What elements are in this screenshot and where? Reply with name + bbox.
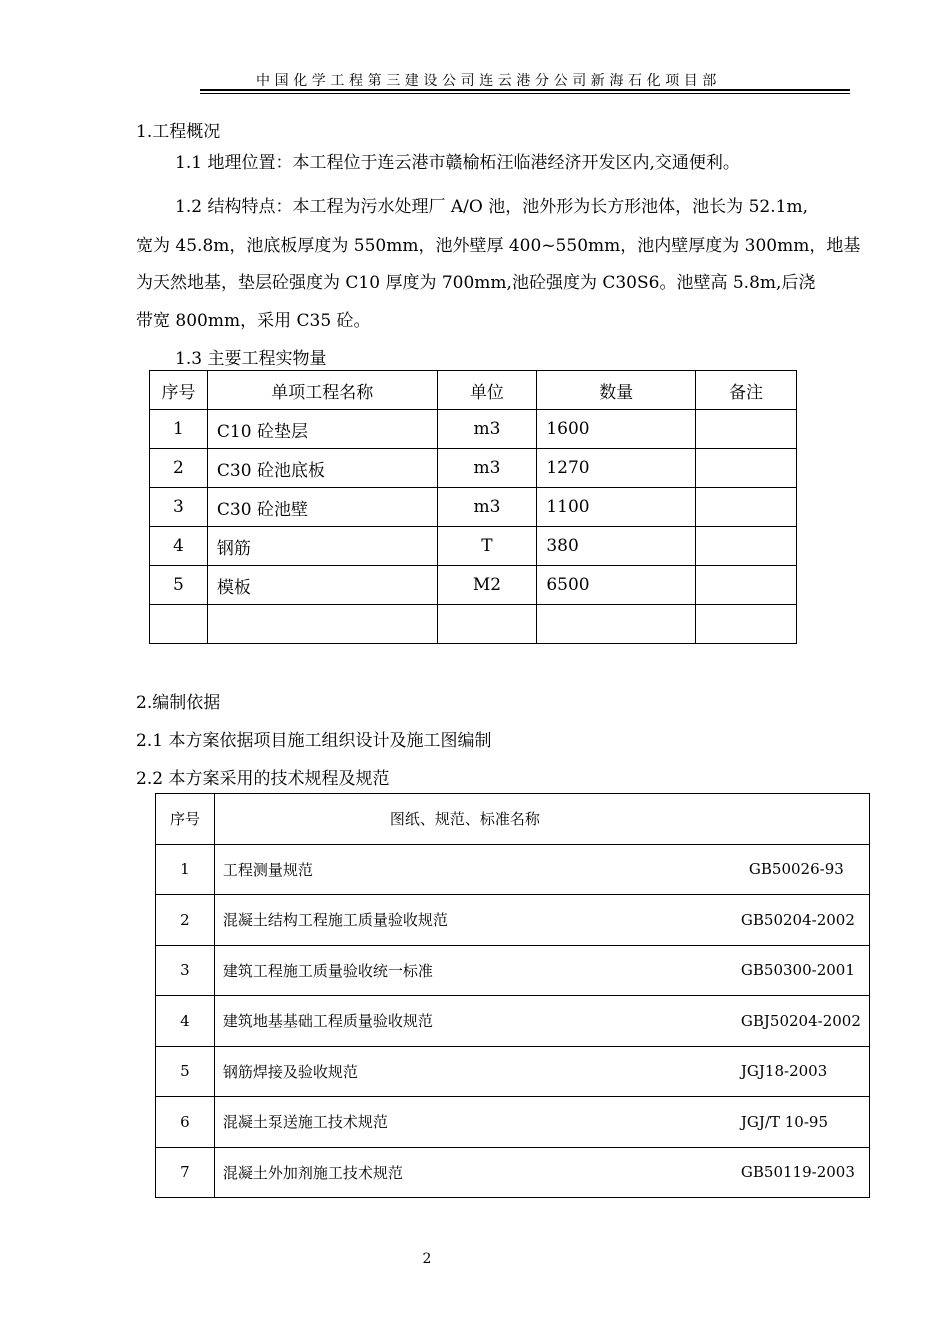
standard-code: GB50119-2003: [740, 1163, 855, 1182]
quantity-table: [149, 370, 797, 644]
table-row-empty: [150, 605, 797, 644]
header-cell: 单位: [437, 371, 537, 410]
standard-code: GBJ50204-2002: [740, 1011, 861, 1030]
table-row: [156, 945, 870, 996]
section-1-title: 1.工程概况: [136, 122, 221, 142]
standard-name: 混凝土结构工程施工质量验收规范: [222, 911, 448, 930]
item-unit: m3: [437, 449, 537, 488]
item-quantity: 1100: [537, 488, 696, 527]
row-index: 6: [156, 1097, 215, 1148]
standard-code: GB50204-2002: [740, 910, 855, 929]
section-2-2-text: 2.2 本方案采用的技术规程及规范: [136, 769, 390, 789]
table-row: [150, 527, 797, 566]
item-remark: [696, 605, 797, 644]
row-index: 3: [150, 488, 208, 527]
row-index: 5: [150, 566, 208, 605]
section-2-1-text: 2.1 本方案依据项目施工组织设计及施工图编制: [136, 731, 492, 751]
section-1-1-text: 1.1 地理位置：本工程位于连云港市赣榆柘汪临港经济开发区内,交通便利。: [175, 153, 740, 173]
item-unit: [437, 605, 537, 644]
section-1-2-line-3: 为天然地基，垫层砼强度为 C10 厚度为 700mm,池砼强度为 C30S6。池壁高 5.8m,后浇: [136, 273, 816, 293]
standards-table: [155, 793, 870, 1198]
table-row: [156, 1097, 870, 1148]
section-1-2-line-2: 宽为 45.8m，池底板厚度为 550mm，池外壁厚 400~550mm，池内壁厚度为 300mm，地基: [136, 236, 861, 256]
item-remark: [696, 410, 797, 449]
standard-code: JGJ18-2003: [740, 1062, 828, 1081]
header-company-name: 中国化学工程第三建设公司连云港分公司新海石化项目部: [256, 73, 721, 89]
row-index: 5: [156, 1046, 215, 1097]
header-cell: [214, 794, 869, 845]
item-name: C30 砼池底板: [207, 449, 437, 488]
item-name: 钢筋: [207, 527, 437, 566]
item-name: C10 砼垫层: [207, 410, 437, 449]
item-quantity: [537, 605, 696, 644]
standard-cell: [214, 1046, 869, 1097]
standard-code: GB50026-93: [748, 860, 844, 879]
header-cell-label: 图纸、规范、标准名称: [389, 810, 540, 829]
standard-cell: [214, 945, 869, 996]
table-row: [150, 410, 797, 449]
row-index: 7: [156, 1147, 215, 1198]
item-quantity: 380: [537, 527, 696, 566]
item-remark: [696, 527, 797, 566]
table-header-row: [150, 371, 797, 410]
table-row: [150, 449, 797, 488]
standard-cell: [214, 895, 869, 946]
section-1-2-line-1: 1.2 结构特点：本工程为污水处理厂 A/O 池，池外形为长方形池体，池长为 52.1m,: [175, 197, 808, 217]
section-2-title: 2.编制依据: [136, 693, 221, 713]
table-row: [150, 566, 797, 605]
standard-cell: [214, 844, 869, 895]
item-unit: m3: [437, 410, 537, 449]
item-remark: [696, 566, 797, 605]
row-index: 2: [156, 895, 215, 946]
row-index: 3: [156, 945, 215, 996]
row-index: 4: [150, 527, 208, 566]
standard-name: 混凝土外加剂施工技术规范: [222, 1163, 403, 1182]
item-remark: [696, 488, 797, 527]
section-1-2-line-4: 带宽 800mm，采用 C35 砼。: [136, 311, 371, 331]
page-number: 2: [422, 1251, 432, 1267]
item-quantity: 1600: [537, 410, 696, 449]
item-name: C30 砼池壁: [207, 488, 437, 527]
header-cell: 数量: [537, 371, 696, 410]
standard-name: 混凝土泵送施工技术规范: [222, 1113, 388, 1132]
header-cell: 序号: [156, 794, 215, 845]
row-index: 4: [156, 996, 215, 1047]
standard-name: 建筑工程施工质量验收统一标准: [222, 961, 433, 980]
item-unit: m3: [437, 488, 537, 527]
standard-code: GB50300-2001: [740, 961, 855, 980]
item-name: [207, 605, 437, 644]
table-row: [156, 996, 870, 1047]
table-row: [156, 1147, 870, 1198]
table-row: [150, 488, 797, 527]
table-row: [156, 895, 870, 946]
table-header-row: [156, 794, 870, 845]
table-row: [156, 844, 870, 895]
standard-name: 钢筋焊接及验收规范: [222, 1062, 358, 1081]
standard-cell: [214, 1147, 869, 1198]
section-1-3-title: 1.3 主要工程实物量: [175, 349, 327, 369]
item-quantity: 1270: [537, 449, 696, 488]
header-cell: 单项工程名称: [207, 371, 437, 410]
header-cell: 备注: [696, 371, 797, 410]
item-name: 模板: [207, 566, 437, 605]
standard-cell: [214, 1097, 869, 1148]
row-index: 1: [150, 410, 208, 449]
standard-name: 工程测量规范: [222, 860, 313, 879]
standard-cell: [214, 996, 869, 1047]
row-index: [150, 605, 208, 644]
row-index: 1: [156, 844, 215, 895]
standard-code: JGJ/T 10-95: [740, 1112, 828, 1131]
item-remark: [696, 449, 797, 488]
header-cell: 序号: [150, 371, 208, 410]
item-quantity: 6500: [537, 566, 696, 605]
item-unit: T: [437, 527, 537, 566]
item-unit: M2: [437, 566, 537, 605]
header-rule: [200, 89, 850, 94]
row-index: 2: [150, 449, 208, 488]
table-row: [156, 1046, 870, 1097]
standard-name: 建筑地基基础工程质量验收规范: [222, 1012, 433, 1031]
